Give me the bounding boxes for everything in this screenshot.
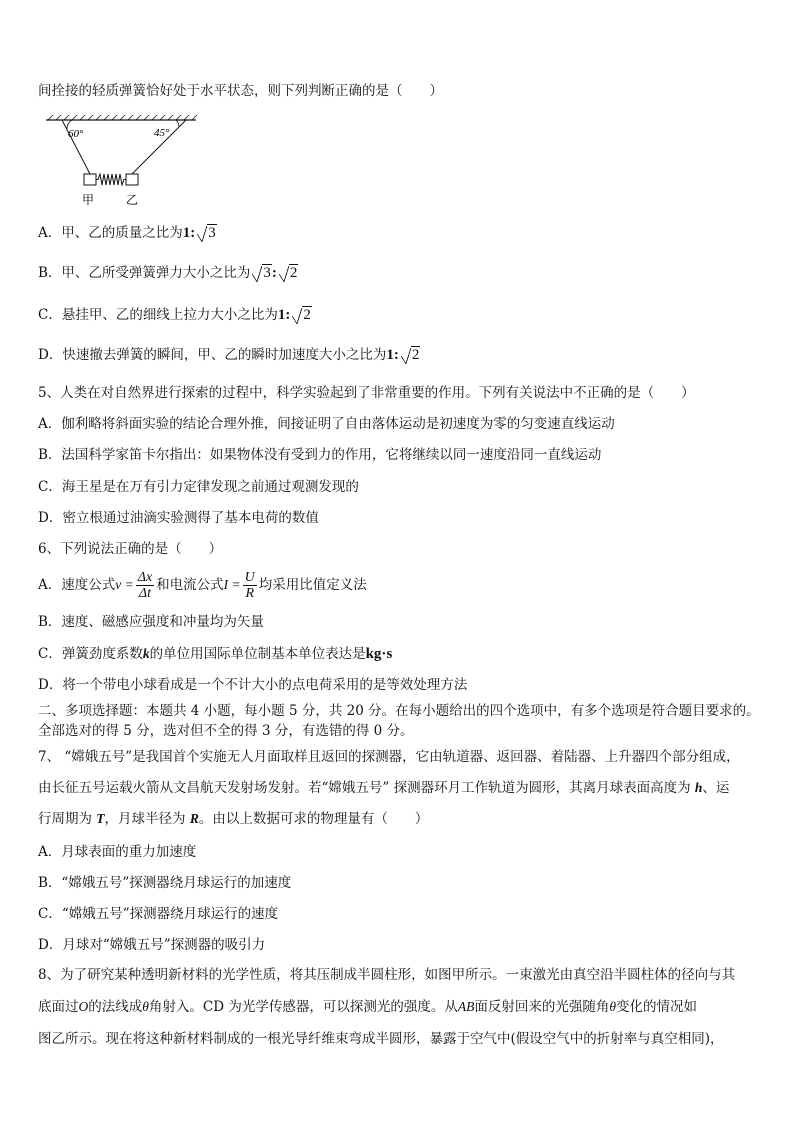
label-yi: 乙 [126,193,139,207]
q7-line2: 由长征五号运载火箭从文昌航天发射场发射。若“嫦娥五号” 探测器环月工作轨道为圆形，其离月球表面高度为 h、运 [38,780,730,796]
q4-stem: 间拴接的轻质弹簧恰好处于水平状态，则下列判断正确的是（ ） [38,83,443,99]
q4-option-c: C．悬挂甲、乙的细线上拉力大小之比为1: 2 [38,307,311,323]
q8-line1: 8、为了研究某种透明新材料的光学性质，将其压制成半圆柱形，如图甲所示。一束激光由真空沿半圆柱体的径向与其 [38,967,736,983]
q7-line1: 7、 “嫦娥五号”是我国首个实施无人月面取样且返回的探测器，它由轨道器、返回器、着陆器、上升器四个部分组成， [38,749,740,765]
q7-option-c: C．“嫦娥五号”探测器绕月球运行的速度 [38,906,279,922]
ceiling [46,115,197,120]
block-yi [126,174,138,185]
q5-option-c: C．海王星是在万有引力定律发现之前通过观测发现的 [38,479,359,495]
q5-stem: 5、人类在对自然界进行探索的过程中，科学实验起到了非常重要的作用。下列有关说法中不正确的是（ ） [38,385,695,401]
q6-stem: 6、下列说法正确的是（ ） [38,541,223,557]
spring-figure [40,112,210,212]
q6-option-d: D．将一个带电小球看成是一个不计大小的点电荷采用的是等效处理方法 [38,677,468,693]
spring [96,174,126,185]
block-jia [84,174,96,185]
q4-option-d: D．快速撤去弹簧的瞬间，甲、乙的瞬时加速度大小之比为1: 2 [38,347,420,363]
q7-option-a: A．月球表面的重力加速度 [38,844,197,860]
q6-option-a: A．速度公式v = $\frac{\Delta x}{\Delta t}$ 和电流公式I = $\frac{U}{R}$ 均采用比值定义法 [38,570,367,601]
angle-left-label: 60° [68,128,84,140]
q5-option-d: D．密立根通过油滴实验测得了基本电荷的数值 [38,510,319,526]
q8-line3: 图乙所示。现在将这种新材料制成的一根光导纤维束弯成半圆形，暴露于空气中(假设空气中的折射率与真空相同)， [38,1031,724,1047]
q6-option-b: B．速度、磁感应强度和冲量均为矢量 [38,614,264,630]
label-jia: 甲 [82,193,95,207]
q7-option-d: D．月球对“嫦娥五号”探测器的吸引力 [38,937,266,953]
q4-option-a: A．甲、乙的质量之比为1: 3 [38,225,216,241]
q4-option-b: B．甲、乙所受弹簧弹力大小之比为 3: 2 [38,265,298,281]
section2-line2: 全部选对的得 5 分，选对但不全的得 3 分，有选错的得 0 分。 [38,723,414,739]
q7-line3: 行周期为 T，月球半径为 R。由以上数据可求的物理量有（ ） [38,811,429,827]
q6-option-c: C．弹簧劲度系数k的单位用国际单位制基本单位表达是kg·s [38,646,393,662]
q5-option-a: A．伽利略将斜面实验的结论合理外推，间接证明了自由落体运动是初速度为零的匀变速直线运动 [38,416,615,432]
q7-option-b: B．“嫦娥五号”探测器绕月球运行的加速度 [38,875,292,891]
angle-right-label: 45° [154,127,170,139]
angle-arc-right [176,120,179,127]
q8-line2: 底面过O的法线成θ角射入。CD 为光学传感器，可以探测光的强度。从AB面反射回来的光强随角θ变化的情况如 [38,999,697,1015]
section2-line1: 二、多项选择题：本题共 4 小题，每小题 5 分，共 20 分。在每小题给出的四个选项中，有多个选项是符合题目要求的。 [38,703,760,719]
q5-option-b: B．法国科学家笛卡尔指出：如果物体没有受到力的作用，它将继续以同一速度沿同一直线运动 [38,447,602,463]
